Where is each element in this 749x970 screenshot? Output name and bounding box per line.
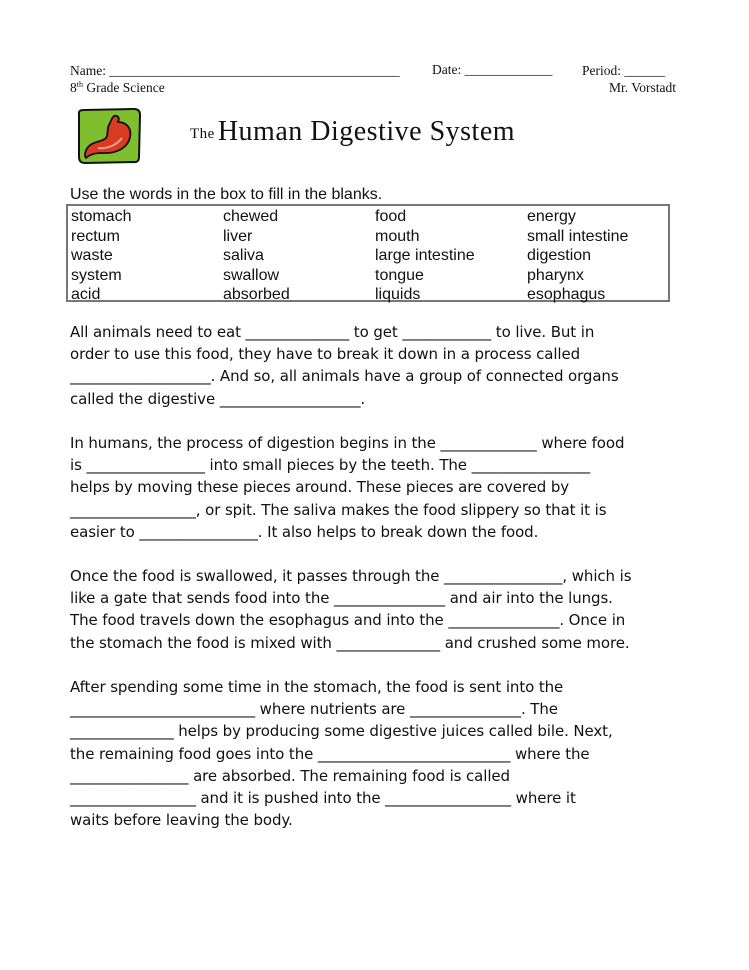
class-label: [70, 79, 400, 96]
paragraph-line: order to use this food, they have to break it down in a process called: [70, 345, 581, 364]
word-bank-item: absorbed: [223, 286, 290, 304]
word-bank-item: mouth: [375, 227, 420, 245]
paragraph-line: ________________ are absorbed. The remaining food is called: [70, 766, 510, 785]
paragraph-line: ______________ helps by producing some digestive juices called bile. Next,: [70, 722, 613, 741]
word-bank-item: large intestine: [375, 247, 475, 265]
paragraph-stomach: [70, 565, 670, 654]
paragraph-line: helps by moving these pieces around. These pieces are covered by: [70, 478, 570, 497]
word-bank-item: food: [375, 208, 407, 225]
paragraph-line: waits before leaving the body.: [70, 811, 293, 830]
paragraph-intro: [70, 321, 670, 410]
date-field: Date: _____________: [432, 62, 553, 77]
word-bank-item: system: [71, 266, 122, 284]
word-bank-item: rectum: [71, 227, 120, 245]
paragraph-line: _________________, or spit. The saliva makes the food slippery so that it is: [70, 500, 607, 519]
word-bank-item: liver: [223, 227, 253, 245]
word-bank-item: swallow: [223, 266, 280, 284]
header-left: [70, 62, 400, 96]
grade-number: 8: [70, 80, 77, 95]
paragraph-intestines: [70, 676, 670, 831]
word-bank-item: saliva: [223, 247, 264, 265]
stomach-icon: [76, 108, 142, 164]
word-bank-item: waste: [71, 247, 113, 265]
word-bank-item: pharynx: [527, 266, 584, 284]
word-bank: [66, 204, 670, 302]
paragraph-line: called the digestive ___________________.: [70, 389, 366, 408]
paragraph-line: the remaining food goes into the __________________________ where the: [70, 744, 590, 763]
word-bank-item: energy: [527, 208, 576, 225]
paragraph-line: _________________________ where nutrients are _______________. The: [70, 700, 558, 719]
paragraph-line: like a gate that sends food into the _______________ and air into the lungs.: [70, 589, 613, 608]
word-bank-item: esophagus: [527, 286, 606, 304]
word-bank-item: acid: [71, 286, 101, 304]
word-bank-item: stomach: [71, 208, 132, 225]
paragraph-line: The food travels down the esophagus and into the _______________. Once in: [70, 611, 626, 630]
paragraph-mouth: [70, 432, 670, 543]
name-field: Name: ___________________________________________: [70, 63, 400, 78]
word-bank-item: chewed: [223, 208, 279, 225]
paragraph-line: Once the food is swallowed, it passes through the ________________, which is: [70, 567, 632, 585]
paragraph-line: easier to ________________. It also helps to break down the food.: [70, 522, 539, 541]
title-main: Human Digestive System: [217, 116, 516, 147]
period-field: Period: ______: [582, 63, 665, 78]
word-bank-item: liquids: [375, 286, 421, 304]
instruction-text: Use the words in the box to fill in the blanks.: [70, 186, 383, 203]
paragraph-line: the stomach the food is mixed with ______________ and crushed some more.: [70, 633, 630, 652]
paragraph-line: _________________ and it is pushed into the _________________ where it: [70, 789, 576, 808]
word-bank-item: digestion: [527, 247, 592, 265]
header-right: [582, 62, 676, 96]
paragraph-line: is ________________ into small pieces by the teeth. The ________________: [70, 456, 590, 475]
paragraph-line: After spending some time in the stomach, the food is sent into the: [70, 678, 564, 696]
paragraph-line: All animals need to eat ______________ to get ____________ to live. But in: [70, 323, 595, 341]
paragraph-line: ___________________. And so, all animals have a group of connected organs: [70, 367, 619, 386]
paragraph-line: In humans, the process of digestion begins in the _____________ where food: [70, 434, 625, 452]
grade-suffix: th: [76, 80, 83, 89]
word-bank-item: small intestine: [527, 227, 629, 245]
title-the: The: [190, 126, 215, 142]
word-bank-item: tongue: [375, 266, 424, 284]
grade-text: Grade Science: [82, 80, 165, 95]
page-title: [190, 116, 515, 148]
teacher-name: Mr. Vorstadt: [608, 80, 676, 95]
